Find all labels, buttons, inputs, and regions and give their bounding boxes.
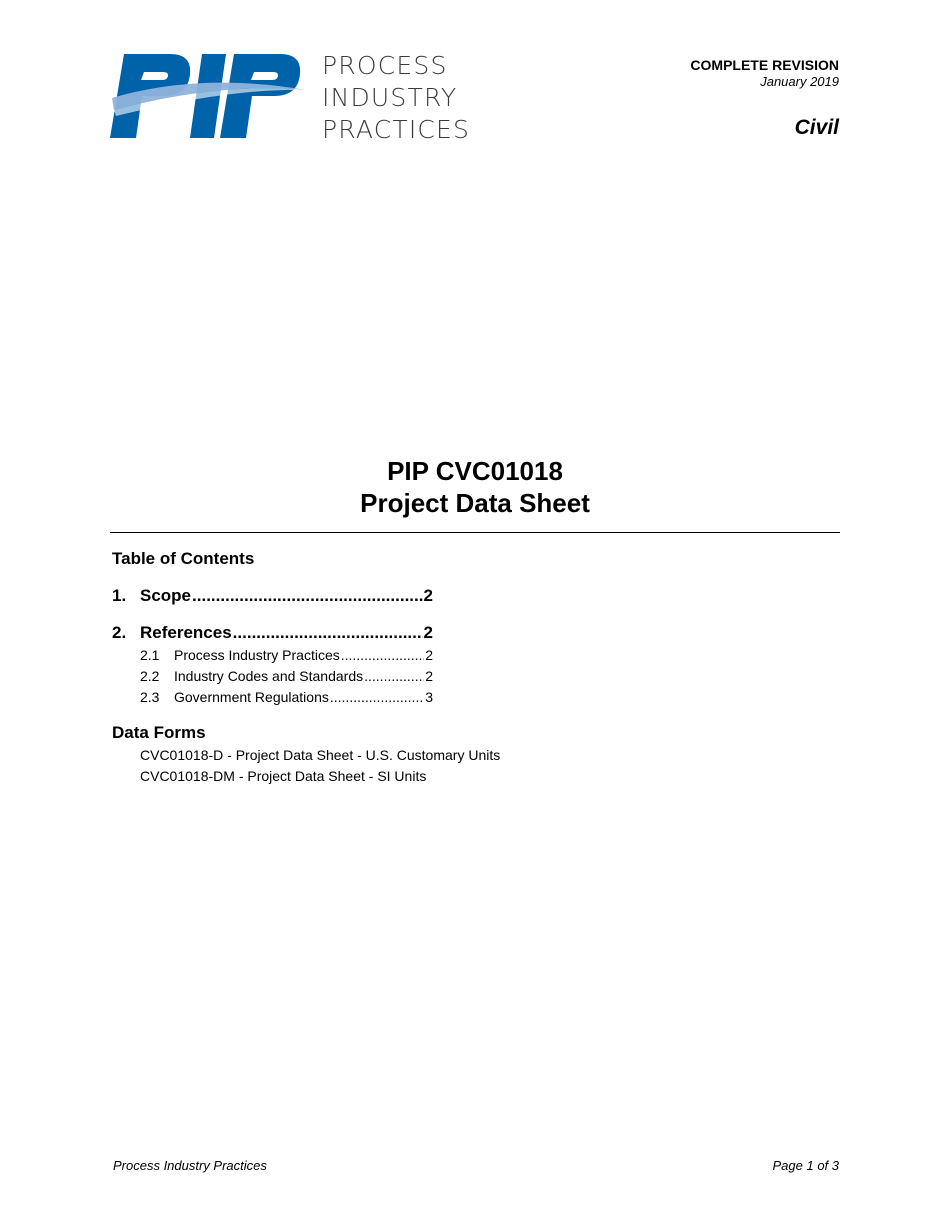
revision-status: COMPLETE REVISION [690, 57, 839, 73]
data-forms-heading: Data Forms [112, 723, 206, 742]
toc-entry-label: Scope [140, 586, 192, 605]
toc-subentry-number: 2.1 [140, 647, 160, 663]
toc-subentry-page: 2 [425, 647, 433, 663]
data-form-si-units[interactable]: CVC01018-DM - Project Data Sheet - SI Units [140, 768, 427, 784]
toc-subentry-government-regulations[interactable] [140, 689, 433, 705]
logo-word-1: PROCESS [322, 51, 448, 80]
toc-subentry-page: 2 [425, 668, 433, 684]
toc-subentry-label: Process Industry Practices [174, 647, 340, 663]
pip-logo [110, 52, 310, 140]
logo-wordmark [322, 50, 492, 146]
toc-entry-page: 2 [423, 623, 433, 642]
toc-entry-page: 2 [423, 586, 433, 605]
toc-entry-number: 2. [112, 623, 127, 642]
toc-heading: Table of Contents [112, 549, 255, 568]
logo-word-2: INDUSTRY [322, 83, 458, 112]
document-number: PIP CVC01018 [387, 456, 563, 486]
toc-leader [364, 668, 424, 684]
document-title: Project Data Sheet [360, 488, 590, 518]
toc-leader [330, 689, 424, 705]
footer-organization: Process Industry Practices [113, 1158, 267, 1173]
toc-subentry-label: Industry Codes and Standards [174, 668, 364, 684]
toc-entry-scope[interactable] [112, 586, 433, 606]
toc-leader [233, 623, 423, 643]
discipline-label: Civil [794, 116, 839, 139]
title-divider [110, 532, 840, 533]
toc-subentry-number: 2.3 [140, 689, 160, 705]
toc-leader [341, 647, 424, 663]
revision-block [690, 57, 839, 90]
revision-date: January 2019 [760, 74, 839, 89]
toc-subentry-label: Government Regulations [174, 689, 329, 705]
data-form-us-units[interactable]: CVC01018-D - Project Data Sheet - U.S. Customary Units [140, 747, 501, 763]
document-title-block [0, 455, 950, 519]
logo-word-3: PRACTICES [322, 115, 471, 144]
toc-entry-references[interactable] [112, 623, 433, 643]
toc-subentry-process-industry-practices[interactable] [140, 647, 433, 663]
footer-page-number: Page 1 of 3 [772, 1158, 839, 1173]
toc-entry-label: References [140, 623, 232, 642]
toc-subentry-number: 2.2 [140, 668, 160, 684]
toc-leader [192, 586, 423, 606]
toc-entry-number: 1. [112, 586, 127, 605]
toc-subentry-page: 3 [425, 689, 433, 705]
toc-subentry-industry-codes[interactable] [140, 668, 433, 684]
